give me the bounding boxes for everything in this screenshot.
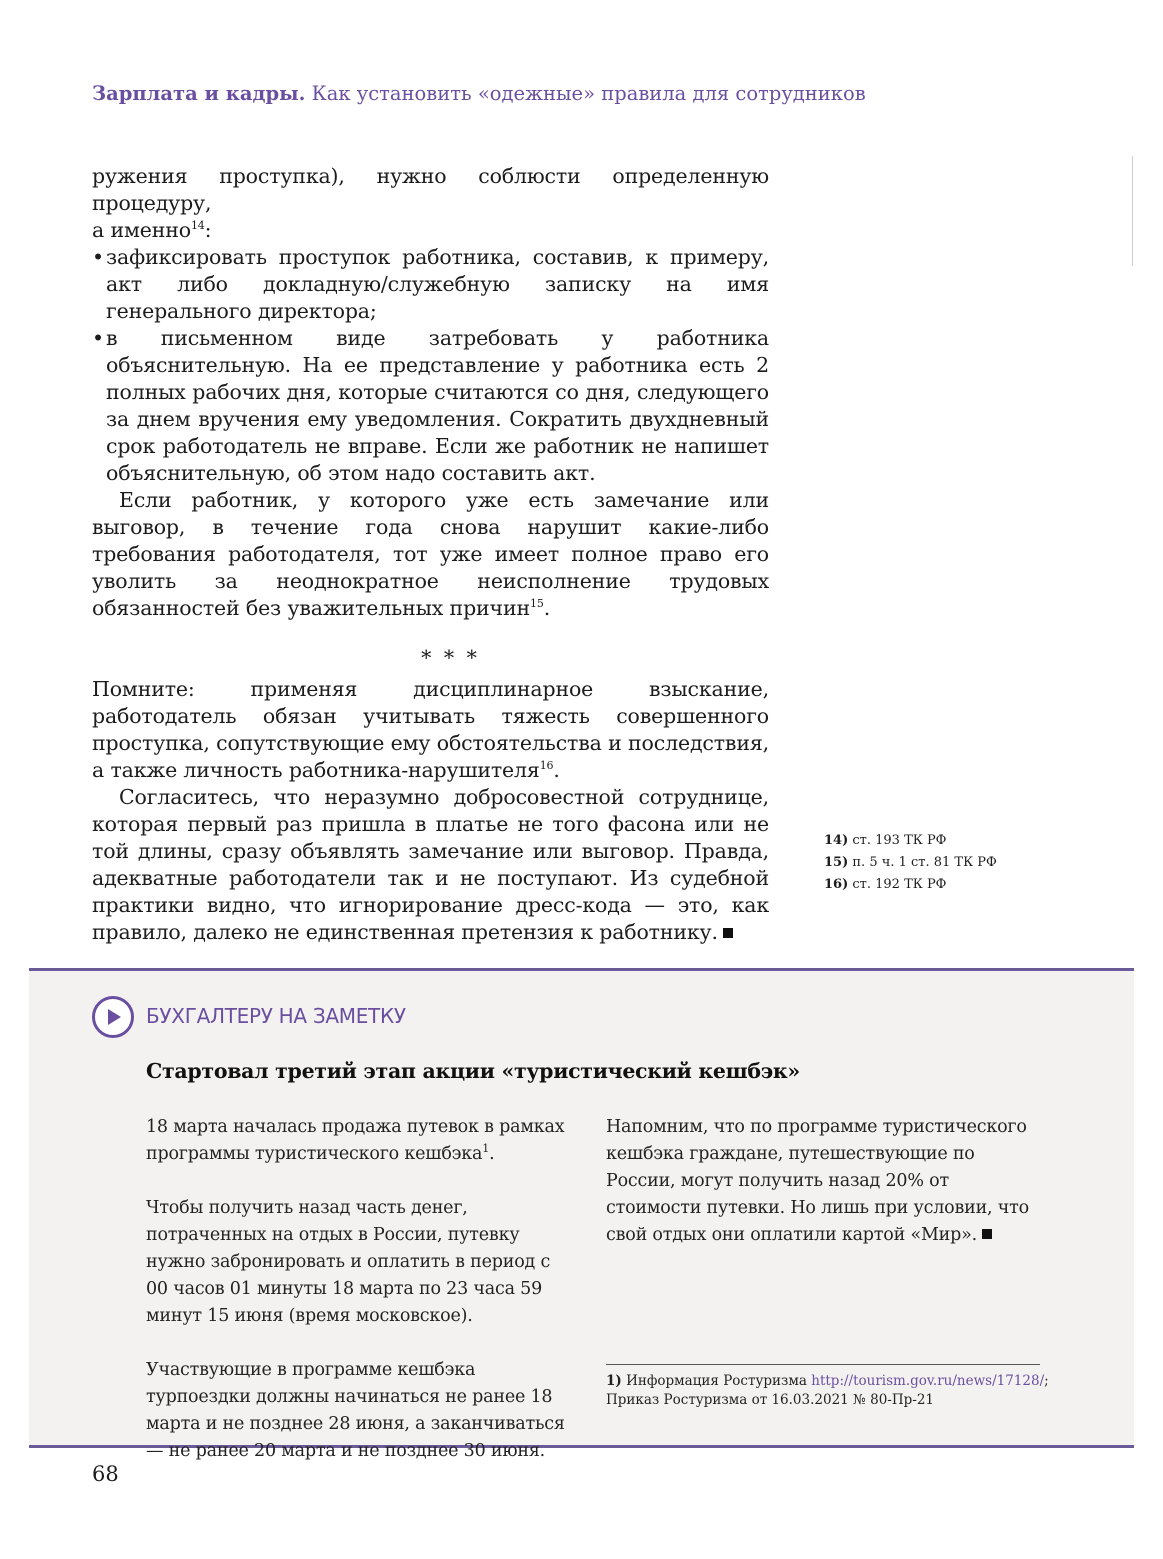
footnote-number: 15) xyxy=(824,855,849,870)
agree-text: Согласитесь, что неразумно добросовестной сотруднице, которая первый раз пришла в платье не того фасона или не той длины, сразу объявлять замечание или выговор. Правда, адекватные работодатели так и не поступают. Из судебной практики видно, что игнорирование дресс-кода — это, как правило, далеко не единственная претензия к работнику. xyxy=(92,785,769,944)
intro-line-2: а именно xyxy=(92,218,191,242)
box-paragraph-1: 18 марта началась продажа путевок в рамках программы туристического кешбэка$^1$. xyxy=(146,1117,565,1164)
footnote-ref-16: 16 xyxy=(539,759,554,773)
header-section: Зарплата и кадры. xyxy=(92,82,306,105)
remember-text: Помните: применяя дисциплинарное взыскание, работодатель обязан учитывать тяжесть совершенного проступка, сопутствующие ему обстоятельства и последствия, а также личность работника-нарушителя xyxy=(92,677,769,782)
list-item xyxy=(92,325,769,487)
agree-paragraph xyxy=(92,784,769,946)
box-footnote-line-2: Приказ Ростуризма от 16.03.2021 № 80-Пр-21 xyxy=(606,1392,935,1408)
end-mark-icon xyxy=(723,928,733,938)
bullet-icon: • xyxy=(92,245,104,269)
procedure-list xyxy=(92,244,769,487)
box-footnote-punct: ; xyxy=(1044,1373,1049,1389)
side-rule xyxy=(1132,156,1133,266)
side-footnotes xyxy=(824,830,997,896)
dismissal-paragraph: Если работник, у которого уже есть замечание или выговор, в течение года снова нарушит какие-либо требования работодателя, тот уже имеет полное право его уволить за неоднократное неисполнение трудовых обязанностей без уважительных причин$^{15}$. xyxy=(92,488,769,620)
main-text xyxy=(92,163,769,946)
box-paragraph-4 xyxy=(606,1114,1038,1249)
rostourism-link[interactable]: http://tourism.gov.ru/news/17128/ xyxy=(811,1373,1045,1389)
box-column-left xyxy=(146,1114,576,1492)
running-header xyxy=(92,82,1092,105)
page-number: 68 xyxy=(92,1462,119,1486)
box-paragraph-4-text: Напомним, что по программе туристического кешбэка граждане, путешествующие по России, могут получить назад 20% от стоимости путевки. Но лишь при условии, что свой отдых они оплатили картой «Мир». xyxy=(606,1117,1029,1245)
box-footnote-number: 1) xyxy=(606,1373,622,1389)
section-separator: * * * xyxy=(421,646,480,670)
header-title: Как установить «одежные» правила для сотрудников xyxy=(311,82,866,105)
footnote-text: ст. 192 ТК РФ xyxy=(852,877,947,892)
intro-paragraph: ружения проступка), нужно соблюсти определенную процедуру, а именно$^{14}$: xyxy=(92,164,769,242)
footnote-ref-14: 14 xyxy=(190,219,205,233)
box-footnote xyxy=(606,1372,1056,1410)
bullet-icon: • xyxy=(92,326,104,350)
remember-paragraph: Помните: применяя дисциплинарное взыскание, работодатель обязан учитывать тяжесть совершенного проступка, сопутствующие ему обстоятельства и последствия, а также личность работника-нарушителя$^{16}$. xyxy=(92,677,769,782)
footnote-text: п. 5 ч. 1 ст. 81 ТК РФ xyxy=(852,855,997,870)
dismissal-text: Если работник, у которого уже есть замечание или выговор, в течение года снова нарушит какие-либо требования работодателя, тот уже имеет полное право его уволить за неоднократное неисполнение трудовых обязанностей без уважительных причин xyxy=(92,488,769,620)
footnote-15 xyxy=(824,852,997,874)
footnote-text: ст. 193 ТК РФ xyxy=(852,833,947,848)
accountant-note-box xyxy=(29,968,1134,1461)
end-mark-icon xyxy=(982,1229,992,1239)
box-column-right xyxy=(606,1114,1038,1276)
footnote-number: 16) xyxy=(824,877,849,892)
intro-line-1: ружения проступка), нужно соблюсти определенную процедуру, xyxy=(92,164,769,215)
box-title: Стартовал третий этап акции «туристический кешбэк» xyxy=(146,1059,800,1083)
box-paragraph-1-text: 18 марта началась продажа путевок в рамках программы туристического кешбэка xyxy=(146,1117,565,1164)
footnote-divider xyxy=(606,1364,1040,1365)
box-paragraph-2: Чтобы получить назад часть денег, потраченных на отдых в России, путевку нужно забронировать и оплатить в период с 00 часов 01 минуты 18 марта по 23 часа 59 минут 15 июня (время московское). xyxy=(146,1198,551,1326)
play-icon xyxy=(92,996,134,1038)
footnote-14 xyxy=(824,830,997,852)
footnote-ref-15: 15 xyxy=(529,597,544,611)
box-footnote-text: Информация Ростуризма xyxy=(626,1373,807,1389)
bullet-text: в письменном виде затребовать у работника объяснительную. На ее представление у работника есть 2 полных рабочих дня, которые считаются со дня, следующего за днем вручения ему уведомления. Сократить двухдневный срок работодатель не вправе. Если же работник не напишет объяснительную, об этом надо составить акт. xyxy=(106,326,769,485)
footnote-ref-1: 1 xyxy=(482,1142,490,1156)
footnote-number: 14) xyxy=(824,833,849,848)
box-paragraph-3: Участвующие в программе кешбэка турпоездки должны начинаться не ранее 18 марта и не позднее 28 июня, а заканчиваться — не ранее 20 марта и не позднее 30 июня. xyxy=(146,1360,565,1461)
footnote-16 xyxy=(824,874,997,896)
bullet-text: зафиксировать проступок работника, составив, к примеру, акт либо докладную/служебную записку на имя генерального директора; xyxy=(106,245,769,323)
box-label: БУХГАЛТЕРУ НА ЗАМЕТКУ xyxy=(146,1004,406,1028)
list-item xyxy=(92,244,769,325)
